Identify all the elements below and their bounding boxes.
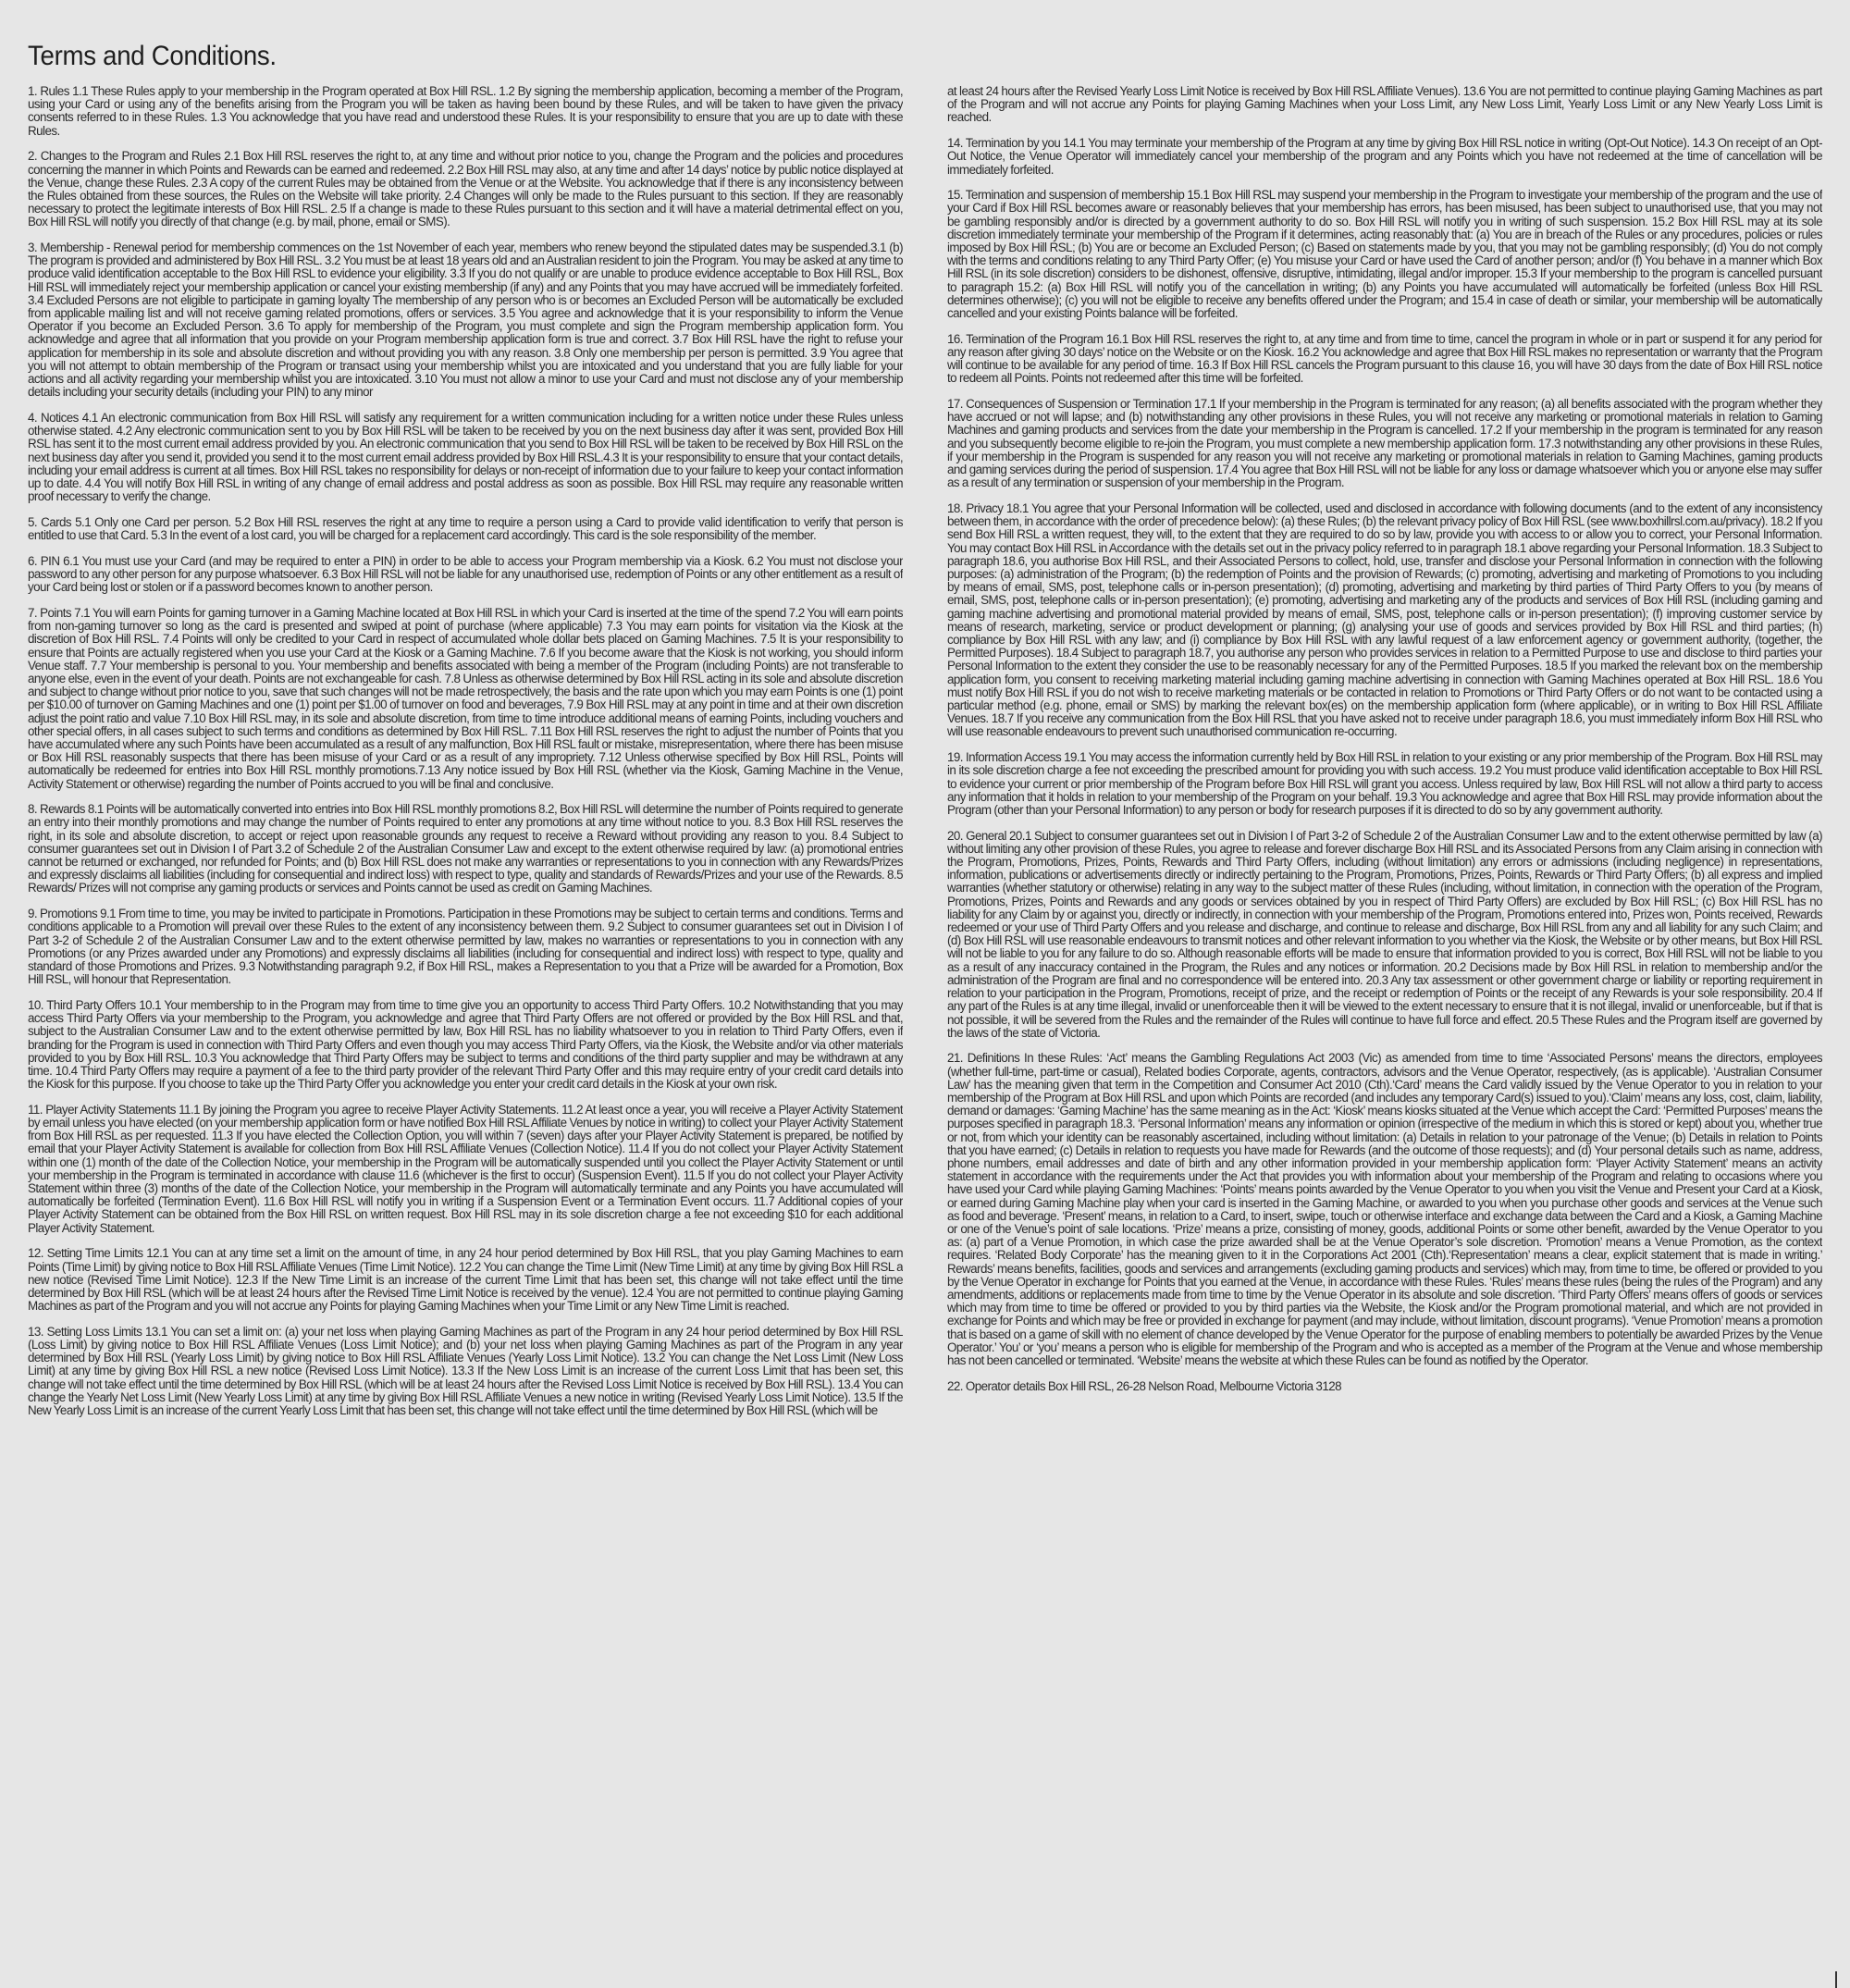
clause-21-definitions: 21. Definitions In these Rules: ‘Act’ means the Gambling Regulations Act 2003 (Vic) as amended from time to time ‘Associated Persons’ means the directors, employees (whether full-time, part-time or casual), Related bodies Corporate, agents, contractors, advisors and the Venue Operator, respectively, (as is applicable). ‘Australian Consumer Law’ has the meaning given that term in the Competition and Consumer Act 2010 (Cth).‘Card’ means the Card validly issued by the Venue Operator to you in relation to your membership of the Program at Box Hill RSL and upon which Points are recorded (and includes any temporary Card(s) issued to you).‘Claim’ means any loss, cost, claim, liability, demand or damages: ‘Gaming Machine’ has the same meaning as in the Act: ‘Kiosk’ means kiosks situated at the Venue which accept the Card: ‘Permitted Purposes’ means the purposes specified in paragraph 18.3. ‘Personal Information’ means any information or opinion (irrespective of the medium in which this is stored or kept) about you, whether true or not, from which your identity can be reasonably ascertained, including without limitation: (a) Details in relation to your patronage of the Venue; (b) Details in relation to Points that you have earned; (c) Details in relation to requests you have made for Rewards (and the outcome of those requests); and (d) Your personal details such as name, address, phone numbers, email addresses and date of birth and any other information provided in your membership application form: ‘Player Activity Statement’ means an activity statement in accordance with the requirements under the Act that provides you with information about your membership of the Program and relating to occasions where you have used your Card while playing Gaming Machines: ‘Points’ means points awarded by the Venue Operator to you when you visit the Venue and Present your Card at a Kiosk, or earned during Gaming Machine play when your card is inserted in the Gaming Machine, or awarded to you when you purchase other goods and services at the Venue such as food and beverage. ‘Present’ means, in relation to a Card, to insert, swipe, touch or otherwise interface and exchange data between the Card and a Kiosk, a Gaming Machine or one of the Venue’s point of sale locations. ‘Prize’ means a prize, consisting of money, goods, additional Points or some other benefit, awarded by the Venue Operator to you as: (a) part of a Venue Promotion, in which case the prize awarded shall be at the Venue Operator’s sole discretion. ‘Promotion’ means a Venue Promotion, as the context requires. ‘Related Body Corporate’ has the meaning given to it in the Corporations Act 2001 (Cth).‘Representation’ means a clear, explicit statement that is made in writing.’ Rewards’ means benefits, facilities, goods and services and arrangements (excluding gaming products and services) which may, from time to time, be offered or provided to you by the Venue Operator in exchange for Points that you earned at the Venue, in accordance with these Rules. ‘Rules’ means these rules (being the rules of the Program) and any amendments, additions or replacements made from time to time by the Venue Operator in its absolute and sole discretion. ‘Third Party Offers’ means offers of goods or services which may from time to time be offered or provided to you by third parties via the Website, the Kiosk and/or the Program promotional material, and which are not provided in exchange for Points and which may be free or provided in exchange for payment (and may include, without limitation, discount programs). ‘Venue Promotion’ means a promotion that is based on a game of skill with no element of chance developed by the Venue Operator for the purpose of enabling members to potentially be awarded Prizes by the Venue Operator.’ You’ or ‘you’ means a person who is eligible for membership of the Program and who is accepted as a member of the Program at the Venue and whose membership has not been cancelled or terminated. ‘Website’ means the website at which these Rules can be found as notified by the Operator.	[947, 1051, 1822, 1368]
page-title: Terms and Conditions.	[28, 41, 277, 71]
clause-20-general: 20. General 20.1 Subject to consumer guarantees set out in Division I of Part 3-2 of Schedule 2 of the Australian Consumer Law and to the extent otherwise permitted by law (a) without limiting any other provision of these Rules, you agree to release and forever discharge Box Hill RSL and its Associated Persons from any Claim arising in connection with the Program, Promotions, Prizes, Points, Rewards and Third Party Offers, including (without limitation) any errors or admissions (including negligence) in representations, information, publications or advertisements directly or indirectly pertaining to the Program, Promotions, Prizes, Points, Rewards or Third Party Offers; (b) all express and implied warranties (whether statutory or otherwise) relating in any way to the subject matter of these Rules (including, without limitation, in connection with the operation of the Program, Promotions, Prizes, Points and Rewards and any goods or services obtained by you in respect of Third Party Offers) are excluded by Box Hill RSL; (c) Box Hill RSL has no liability for any Claim by or against you, directly or indirectly, in connection with your membership of the Program, Promotions entered into, Prizes won, Points received, Rewards redeemed or your use of Third Party Offers and you release and discharge, and continue to release and discharge, Box Hill RSL from any and all liability for any such Claim; and (d) Box Hill RSL will use reasonable endeavours to transmit notices and other relevant information to you whether via the Kiosk, the Website or by other means, but Box Hill RSL will not be liable to you for any failure to do so. Although reasonable efforts will be made to ensure that information provided to you is correct, Box Hill RSL will not be liable to you as a result of any inaccuracy contained in the Program, the Rules and any notices or information. 20.2 Decisions made by Box Hill RSL in relation to membership and/or the administration of the Program are final and no correspondence will be entered into. 20.3 Any tax assessment or other government charge or liability or reporting requirement in relation to your participation in the Program, Promotions, receipt of prize, and the receipt or redemption of Points or the receipt of any Rewards is your sole responsibility. 20.4 If any part of the Rules is at any time illegal, invalid or unenforceable then it will be viewed to the extent necessary to ensure that it is not illegal, invalid or unenforceable, but if that is not possible, it will be severed from the Rules and the remainder of the Rules will continue to have full force and effect. 20.5 These Rules and the Program itself are governed by the laws of the state of Victoria.	[947, 828, 1822, 1040]
clause-1-rules: 1. Rules 1.1 These Rules apply to your membership in the Program operated at Box Hill RSL. 1.2 By signing the membership application, becoming a member of the Program, using your Card or using any of the benefits arising from the Program you will be taken as having been bound by these Rules, and will be taken to have given the privacy consents referred to in these Rules. 1.3 You acknowledge that you have read and understood these Rules. It is your responsibility to ensure that you are up to date with these Rules.	[28, 85, 903, 138]
clause-17-consequences: 17. Consequences of Suspension or Termination 17.1 If your membership in the Program is terminated for any reason; (a) all benefits associated with the program whether they have accrued or not will lapse; and (b) notwithstanding any other provisions in these Rules, you will not receive any marketing or promotional materials in relation to Gaming Machines and gaming products and services from the date your membership in the Program is cancelled. 17.2 If your membership in the program is terminated for any reason and you subsequently become eligible to re-join the Program, you must complete a new membership application form. 17.3 notwithstanding any other provisions in these Rules, if your membership in the Program is suspended for any reason you will not receive any marketing or promotional materials in relation to Gaming Machines, gaming products and gaming services during the period of suspension. 17.4 You agree that Box Hill RSL will not be liable for any loss or damage whatsoever which you or anyone else may suffer as a result of any termination or suspension of your membership in the Program.	[947, 397, 1822, 490]
right-column	[947, 85, 1822, 1972]
left-column	[28, 85, 903, 1972]
clause-16-program-termination: 16. Termination of the Program 16.1 Box Hill RSL reserves the right to, at any time and from time to time, cancel the program in whole or in part or suspend it for any period for any reason after giving 30 days’ notice on the Website or on the Kiosk. 16.2 You acknowledge and agree that Box Hill RSL makes no representation or warranty that the Program will continue to be available for any period of time. 16.3 If Box Hill RSL cancels the Program pursuant to this clause 16, you will have 30 days from the date of Box Hill RSL notice to redeem all Points. Points not redeemed after this time will be forfeited.	[947, 331, 1822, 386]
clause-13-continued: at least 24 hours after the Revised Yearly Loss Limit Notice is received by Box Hill RSL Affiliate Venues). 13.6 You are not permitted to continue playing Gaming Machines as part of the Program and will not accrue any Points for playing Gaming Machines when your Loss Limit, any New Loss Limit, Yearly Loss Limit or any New Yearly Loss Limit is reached.	[947, 85, 1822, 125]
clause-8-rewards: 8. Rewards 8.1 Points will be automatically converted into entries into Box Hill RSL monthly promotions 8.2, Box Hill RSL will determine the number of Points required to generate an entry into their monthly promotions and may change the number of Points required to enter any promotions at any time without notice to you. 8.3 Box Hill RSL reserves the right, in its sole and absolute discretion, to accept or reject upon reasonable grounds any request to receive a Reward without providing any reason to you. 8.4 Subject to consumer guarantees set out in Division I of Part 3.2 of Schedule 2 of the Australian Consumer Law and except to the extent otherwise required by law: (a) promotional entries cannot be returned or exchanged, nor refunded for Points; and (b) Box Hill RSL does not make any warranties or representations to you in connection with any Rewards/Prizes and expressly disclaims all liabilities (including for consequential and indirect loss) with respect to type, quality and standards of Rewards/Prizes and your use of the Rewards. 8.5 Rewards/ Prizes will not comprise any gaming products or services and Points cannot be used as credit on Gaming Machines.	[28, 802, 903, 895]
clause-13-loss-limits: 13. Setting Loss Limits 13.1 You can set a limit on: (a) your net loss when playing Gaming Machines as part of the Program in any 24 hour period determined by Box Hill RSL (Loss Limit) by giving notice to Box Hill RSL Affiliate Venues (Loss Limit Notice); and (b) your net loss when playing Gaming Machines as part of the Program in any year determined by Box Hill RSL (Yearly Loss Limit) by giving notice to Box Hill RSL Affiliate Venues (Yearly Loss Limit Notice). 13.2 You can change the Net Loss Limit (New Loss Limit) at any time by giving Box Hill RSL a new notice (Revised Loss Limit Notice). 13.3 If the New Loss Limit is an increase of the current Loss Limit that has been set, this change will not take effect until the time determined by Box Hill RSL (which will be at least 24 hours after the Revised Loss Limit Notice is received by Box Hill RSL). 13.4 You can change the Yearly Net Loss Limit (New Yearly Loss Limit) at any time by giving Box Hill RSL Affiliate Venues a new notice in writing (Revised Yearly Loss Limit Notice). 13.5 If the New Yearly Loss Limit is an increase of the current Yearly Loss Limit that has been set, this change will not take effect until the time determined by Box Hill RSL (which will be	[28, 1324, 903, 1418]
clause-2-changes: 2. Changes to the Program and Rules 2.1 Box Hill RSL reserves the right to, at any time and without prior notice to you, change the Program and the policies and procedures concerning the manner in which Points and Rewards can be earned and redeemed. 2.2 Box Hill RSL may also, at any time and after 14 days’ notice by public notice displayed at the Venue, change these Rules. 2.3 A copy of the current Rules may be obtained from the Venue or at the Website. You acknowledge that if there is any inconsistency between the Rules obtained from these sources, the Rules on the Website will take priority. 2.4 Changes will only be made to the Rules pursuant to this section. If they are reasonably necessary to protect the legitimate interests of Box Hill RSL. 2.5 If a change is made to these Rules pursuant to this section and it will have a material detrimental effect on you, Box Hill RSL will notify you directly of that change (e.g. by mail, phone, email or SMS).	[28, 149, 903, 229]
clause-19-information-access: 19. Information Access 19.1 You may access the information currently held by Box Hill RSL in relation to your existing or any prior membership of the Program. Box Hill RSL may in its sole discretion charge a fee not exceeding the prescribed amount for providing you with such access. 19.2 You must produce valid identification acceptable to Box Hill RSL to evidence your current or prior membership of the Program before Box Hill RSL will grant you access. Unless required by law, Box Hill RSL will not allow a third party to access any information that it holds in relation to your membership of the Program on your behalf. 19.3 You acknowledge and agree that Box Hill RSL may provide information about the Program (other than your Personal Information) to any person or body for research purposes if it is directed to do so by any government authority.	[947, 750, 1822, 817]
clause-12-time-limits: 12. Setting Time Limits 12.1 You can at any time set a limit on the amount of time, in any 24 hour period determined by Box Hill RSL, that you play Gaming Machines to earn Points (Time Limit) by giving notice to Box Hill RSL Affiliate Venues (Time Limit Notice). 12.2 You can change the Time Limit (New Time Limit) at any time by giving Box Hill RSL a new notice (Revised Time Limit Notice). 12.3 If the New Time Limit is an increase of the current Time Limit that has been set, this change will not take effect until the time determined by Box Hill RSL (which will be at least 24 hours after the Revised Time Limit Notice is received by the venue). 12.4 You are not permitted to continue playing Gaming Machines as part of the Program and you will not accrue any Points for playing Gaming Machines when your Time Limit or any New Time Limit is reached.	[28, 1246, 903, 1314]
clause-22-operator-details: 22. Operator details Box Hill RSL, 26-28 Nelson Road, Melbourne Victoria 3128	[947, 1378, 1342, 1393]
clause-6-pin: 6. PIN 6.1 You must use your Card (and may be required to enter a PIN) in order to be able to access your Program membership via a Kiosk. 6.2 You must not disclose your password to any other person for any purpose whatsoever. 6.3 Box Hill RSL will not be liable for any unauthorised use, redemption of Points or any other entitlement as a result of your Card being lost or stolen or if a password becomes known to another person.	[28, 553, 903, 595]
clause-7-points: 7. Points 7.1 You will earn Points for gaming turnover in a Gaming Machine located at Box Hill RSL in which your Card is inserted at the time of the spend 7.2 You will earn points from non-gaming turnover so long as the card is presented and swiped at point of purchase (where applicable) 7.3 You may earn points for visitation via the Kiosk at the discretion of Box Hill RSL. 7.4 Points will only be credited to your Card in respect of accumulated whole dollar bets placed on Gaming Machines. 7.5 It is your responsibility to ensure that Points are actually registered when you use your Card at the Kiosk or a Gaming Machine. 7.6 If you become aware that the Kiosk is not working, you should inform Venue staff. 7.7 Your membership is personal to you. Your membership and benefits associated with being a member of the Program (including Points) are not transferable to anyone else, even in the event of your death. Points are not exchangeable for cash. 7.8 Unless as otherwise determined by Box Hill RSL acting in its sole and absolute discretion and subject to change without prior notice to you, save that such changes will not be made retrospectively, the basis and the rate upon which you may earn Points is one (1) point per $10.00 of turnover on Gaming Machines and one (1) point per $1.00 of turnover on food and beverages, 7.9 Box Hill RSL may at any point in time and at their own discretion adjust the point ratio and value 7.10 Box Hill RSL may, in its sole and absolute discretion, from time to time introduce additional means of earning Points, including vouchers and other special offers, in all cases subject to such terms and conditions as determined by Box Hill RSL. 7.11 Box Hill RSL reserves the right to adjust the number of Points that you have accumulated where any such Points have been accumulated as a result of any malfunction, Box Hill RSL fault or mistake, misrepresentation, where there has been misuse or Box Hill RSL reasonably suspects that there has been misuse of your Card or as a result of any impropriety. 7.12 Unless otherwise specified by Box Hill RSL, Points will automatically be redeemed for entries into Box Hill RSL monthly promotions.7.13 Any notice issued by Box Hill RSL (whether via the Kiosk, Gaming Machine in the Venue, Activity Statement or otherwise) regarding the number of Points accrued to you will be final and conclusive.	[28, 605, 903, 791]
terms-columns	[28, 85, 1822, 1972]
clause-14-termination-by-you: 14. Termination by you 14.1 You may terminate your membership of the Program at any time by giving Box Hill RSL notice in writing (Opt-Out Notice). 14.3 On receipt of an Opt-Out Notice, the Venue Operator will immediately cancel your membership of the program and any Points which you have not redeemed at the time of cancellation will be immediately forfeited.	[947, 136, 1822, 177]
clause-11-player-activity-statements: 11. Player Activity Statements 11.1 By joining the Program you agree to receive Player Activity Statements. 11.2 At least once a year, you will receive a Player Activity Statement by email unless you have elected (on your membership application form or have notified Box Hill RSL Affiliate Venues by notice in writing) to collect your Player Activity Statement from Box Hill RSL as per requested. 11.3 If you have elected the Collection Option, you will within 7 (seven) days after your Player Activity Statement is prepared, be notified by email that your Player Activity Statement is available for collection from Box Hill RSL Affiliate Venues (Collection Notice). 11.4 If you do not collect your Player Activity Statement within one (1) month of the date of the Collection Notice, your membership in the Program will be automatically suspended until you collect the Player Activity Statement or until your membership in the Program is terminated in accordance with clause 11.6 (whichever is the first to occur) (Suspension Event). 11.5 If you do not collect your Player Activity Statement within three (3) months of the date of the Collection Notice, your membership in the Program will automatically terminate and any Points you have accumulated will automatically be forfeited (Termination Event). 11.6 Box Hill RSL will notify you in writing if a Suspension Event or a Termination Event occurs. 11.7 Additional copies of your Player Activity Statement can be obtained from the Box Hill RSL on written request. Box Hill RSL may in its sole discretion charge a fee not exceeding $10 for each additional Player Activity Statement.	[28, 1102, 903, 1235]
crop-mark	[1835, 1971, 1837, 1988]
clause-3-membership: 3. Membership - Renewal period for membership commences on the 1st November of each year, members who renew beyond the stipulated dates may be suspended.3.1 (b) The program is provided and administered by Box Hill RSL. 3.2 You must be at least 18 years old and an Australian resident to join the Program. You may be asked at any time to produce valid identification acceptable to the Box Hill RSL to evidence your eligibility. 3.3 If you do not qualify or are unable to produce evidence acceptable to Box Hill RSL, Box Hill RSL will immediately reject your membership application or cancel your existing membership (if any) and any Points that you may have accrued will be immediately forfeited. 3.4 Excluded Persons are not eligible to participate in gaming loyalty The membership of any person who is or becomes an Excluded Person will be automatically be excluded from applicable mailing list and will not receive gaming related promotions, offers or services. 3.5 You agree and acknowledge that it is your responsibility to inform the Venue Operator if you become an Excluded Person. 3.6 To apply for membership of the Program, you must complete and sign the Program membership application form. You acknowledge and agree that all information that you provide on your Program membership application form is true and correct. 3.7 Box Hill RSL have the right to refuse your application for membership in its sole and absolute discretion and without providing you with any reason. 3.8 Only one membership per person is permitted. 3.9 You agree that you will not attempt to obtain membership of the Program or transact using your membership whilst you are intoxicated and you understand that you are fully liable for your actions and all activity regarding your membership whilst you are intoxicated. 3.10 You must not allow a minor to use your Card and must not disclose any of your membership details including your security details (including your PIN) to any minor	[28, 241, 903, 400]
clause-18-privacy: 18. Privacy 18.1 You agree that your Personal Information will be collected, used and disclosed in accordance with following documents (and to the extent of any inconsistency between them, in accordance with the order of precedence below): (a) these Rules; (b) the relevant privacy policy of Box Hill RSL (see www.boxhillrsl.com.au/privacy). 18.2 If you send Box Hill RSL a written request, they will, to the extent that they are required to do so by law, provide you with access to or allow you to correct, your Personal Information. You may contact Box Hill RSL in Accordance with the details set out in the privacy policy referred to in paragraph 18.1 above regarding your Personal Information. 18.3 Subject to paragraph 18.6, you authorise Box Hill RSL, and their Associated Persons to collect, hold, use, transfer and disclose your Personal Information in connection with the following purposes: (a) administration of the Program; (b) the redemption of Points and the provision of Rewards; (c) promoting, advertising and marketing of Promotions to you including by means of email, SMS, post, telephone calls or in-person presentation); (d) promoting, advertising and marketing by third parties of Third Party Offers to you (by means of email, SMS, post, telephone calls or in-person presentation); (e) promoting, advertising and marketing any of the products and services of Box Hill RSL (including gaming and gaming machine advertising and promotional material provided by means of email, SMS, post, telephone calls or in-person presentation); (f) improving customer service by means of research, marketing, service or product development or planning; (g) analysing your use of goods and services provided by Box Hill RSL and third parties; (h) compliance by Box Hill RSL with any law; and (i) compliance by Box Hill RSL with any lawful request of a law enforcement agency or government authority, (together, the Permitted Purposes). 18.4 Subject to paragraph 18.7, you authorise any person who provides services in relation to a Permitted Purpose to use and disclose to third parties your Personal Information to the extent they consider the use to be reasonably necessary for any of the Permitted Purposes. 18.5 If you marked the relevant box on the membership application form, you consent to receiving marketing material including gaming machine advertising in connection with Gaming Machines operated at Box Hill RSL. 18.6 You must notify Box Hill RSL if you do not wish to receive marketing materials or be contacted in relation to Promotions or Third Party Offers or do not want to be contacted using a particular method (e.g. phone, email or SMS) by marking the relevant box(es) on the membership application form (where applicable), or in writing to Box Hill RSL Affiliate Venues. 18.7 If you receive any communication from the Box Hill RSL that you have asked not to receive under paragraph 18.6, you must immediately inform Box Hill RSL who will use reasonable endeavours to prevent such unauthorised communication re-occurring.	[947, 500, 1822, 739]
clause-4-notices: 4. Notices 4.1 An electronic communication from Box Hill RSL will satisfy any requirement for a written communication including for a written notice under these Rules unless otherwise stated. 4.2 Any electronic communication sent to you by Box Hill RSL will be taken to be received by you on the next business day after it was sent, provided Box Hill RSL has sent it to the most current email address provided by you. An electronic communication that you send to Box Hill RSL will be taken to be received by Box Hill RSL on the next business day after you send it, provided you send it to the most current email address provided by Box Hill RSL.4.3 It is your responsibility to ensure that your contact details, including your email address is current at all times. Box Hill RSL takes no responsibility for delays or non-receipt of information due to your failure to keep your contact information up to date. 4.4 You will notify Box Hill RSL in writing of any change of email address and postal address as soon as possible. Box Hill RSL may require any reasonable written proof necessary to verify the change.	[28, 410, 903, 504]
clause-10-third-party-offers: 10. Third Party Offers 10.1 Your membership to in the Program may from time to time give you an opportunity to access Third Party Offers. 10.2 Notwithstanding that you may access Third Party Offers via your membership to the Program, you acknowledge and agree that Third Party Offers are not offered or provided by the Box Hill RSL and that, subject to the Australian Consumer Law and to the extent otherwise permitted by law, Box Hill RSL has no liability whatsoever to you in relation to Third Party Offers, even if branding for the Program is used in connection with Third Party Offers and even though you may access Third Party Offers, via the Kiosk, the Website and/or via other materials provided to you by Box Hill RSL. 10.3 You acknowledge that Third Party Offers may be subject to terms and conditions of the third party supplier and may be withdrawn at any time. 10.4 Third Party Offers may require a payment of a fee to the third party provider of the relevant Third Party Offer and this may require entry of your credit card details into the Kiosk for this purpose. If you choose to take up the Third Party Offer you acknowledge you enter your credit card details in the Kiosk at your own risk.	[28, 997, 903, 1092]
clause-5-cards: 5. Cards 5.1 Only one Card per person. 5.2 Box Hill RSL reserves the right at any time to require a person using a Card to provide valid identification to verify that person is entitled to use that Card. 5.3 In the event of a lost card, you will be charged for a replacement card accordingly. This card is the sole responsibility of the member.	[28, 514, 903, 543]
clause-9-promotions: 9. Promotions 9.1 From time to time, you may be invited to participate in Promotions. Participation in these Promotions may be subject to certain terms and conditions. Terms and conditions applicable to a Promotion will prevail over these Rules to the extent of any inconsistency between them. 9.2 Subject to consumer guarantees set out in Division I of Part 3-2 of Schedule 2 of the Australian Consumer Law and to the extent otherwise permitted by law, makes no warranties or representations to you in connection with any Promotions (or any Prizes awarded under any Promotions) and expressly disclaims all liabilities (including for consequential and indirect loss) with respect to type, quality and standard of those Promotions and Prizes. 9.3 Notwithstanding paragraph 9.2, if Box Hill RSL, makes a Representation to you that a Prize will be awarded for a Promotion, Box Hill RSL, will honour that Representation.	[28, 907, 903, 987]
clause-15-suspension: 15. Termination and suspension of membership 15.1 Box Hill RSL may suspend your membership in the Program to investigate your membership of the program and the use of your Card if Box Hill RSL becomes aware or reasonably believes that your membership has errors, has been misused, has been subject to unauthorised use, that you may not be gambling responsibly and/or is directed by a government authority to do so. Box Hill RSL will notify you in writing of such suspension. 15.2 Box Hill RSL may at its sole discretion immediately terminate your membership of the Program if it determines, acting reasonably that: (a) You are in breach of the Rules or any procedures, policies or rules imposed by Box Hill RSL; (b) You are or become an Excluded Person; (c) Based on statements made by you, that you may not be gambling responsibly; (d) You do not comply with the terms and conditions relating to any Third Party Offer; (e) You misuse your Card or have used the Card of another person; and/or (f) You behave in a manner which Box Hill RSL (in its sole discretion) considers to be dishonest, offensive, disruptive, intimidating, illegal and/or improper. 15.3 If your membership to the program is cancelled pursuant to paragraph 15.2: (a) Box Hill RSL will notify you of the cancellation in writing; (b) any Points you have accumulated will automatically be forfeited (unless Box Hill RSL determines otherwise); (c) you will not be eligible to receive any benefits offered under the Program; and 15.4 in case of death or similar, your membership will be automatically cancelled and your existing Points balance will be forfeited.	[947, 188, 1822, 321]
